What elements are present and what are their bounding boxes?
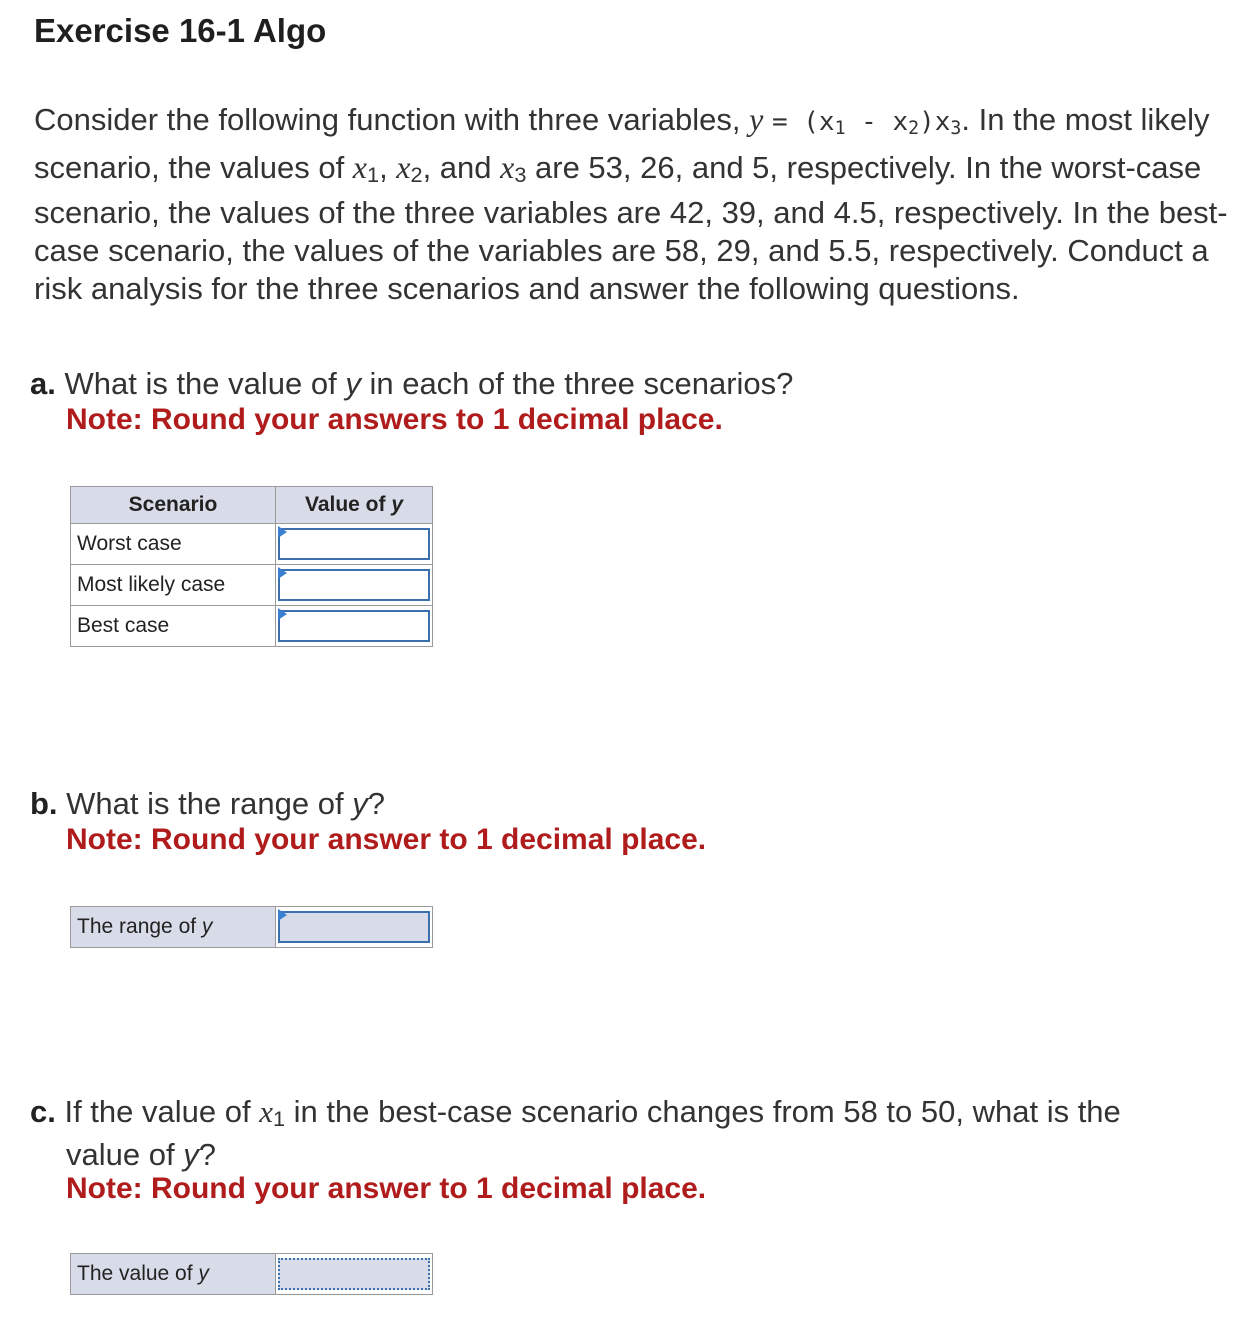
header-value: Value of y <box>276 487 433 524</box>
question-a: a. What is the value of y in each of the three scenarios? <box>30 366 794 401</box>
flag-icon <box>278 608 287 620</box>
table-row <box>71 524 433 565</box>
note-b: Note: Round your answer to 1 decimal place. <box>66 823 707 856</box>
note-a: Note: Round your answers to 1 decimal place. <box>66 403 723 436</box>
row-label-most-likely: Most likely case <box>71 565 276 606</box>
range-label: The range of y <box>71 907 276 948</box>
page-title: Exercise 16-1 Algo <box>34 12 327 49</box>
table-row <box>71 606 433 647</box>
header-scenario: Scenario <box>71 487 276 524</box>
scenario-table <box>70 486 433 647</box>
most-likely-case-input[interactable] <box>278 569 430 601</box>
worst-case-input[interactable] <box>278 528 430 560</box>
question-b: b. What is the range of y? <box>30 786 385 821</box>
flag-icon <box>278 526 287 538</box>
value-table <box>70 1253 433 1295</box>
row-label-best: Best case <box>71 606 276 647</box>
flag-icon <box>278 909 287 921</box>
question-c: c. If the value of $x_1$ in the best-case scenario changes from 58 to 50, what is the value of y? <box>30 1094 1121 1172</box>
table-row <box>71 565 433 606</box>
best-case-input[interactable] <box>278 610 430 642</box>
flag-icon <box>278 567 287 579</box>
value-label: The value of y <box>71 1254 276 1295</box>
problem-statement: Consider the following function with three variables, $y = (x_1 - x_2)x_3$. In the most likely scenario, the values of $x_1$, $x_2$, and $x_3$ are 53, 26, and 5, respectively. In the worst-case scenario, the values of the three variables are 42, 39, and 4.5, respectively. In the best-case scenario, the values of the variables are 58, 29, and 5.5, respectively. Conduct a risk analysis for the three scenarios and answer the following questions. <box>34 101 1228 306</box>
row-label-worst: Worst case <box>71 524 276 565</box>
range-input[interactable] <box>278 911 430 943</box>
range-table <box>70 906 433 948</box>
note-c: Note: Round your answer to 1 decimal place. <box>66 1172 707 1205</box>
value-of-y-input[interactable] <box>278 1258 430 1290</box>
